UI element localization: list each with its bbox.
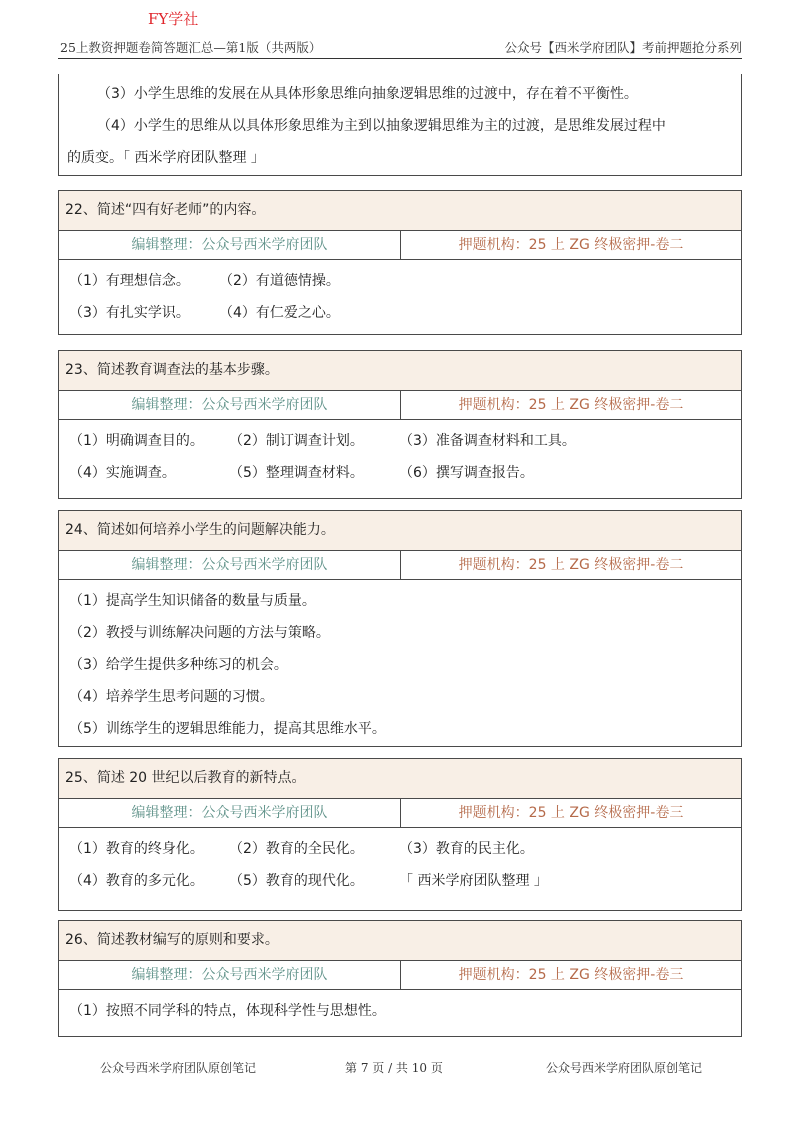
answer-item: （2）有道德情操。: [219, 273, 340, 289]
answer-item: （1）有理想信念。: [69, 273, 190, 289]
question-block-24: [58, 510, 742, 747]
source-label: 押题机构：25 上 ZG 终极密押-卷三: [458, 805, 684, 821]
question-meta-row: [59, 961, 741, 990]
question-block-22: [58, 190, 742, 335]
source-label: 押题机构：25 上 ZG 终极密押-卷二: [458, 557, 684, 573]
answer-item: （3）教育的民主化。: [399, 841, 534, 857]
answer-area: [59, 580, 741, 746]
continuation-line: （4）小学生的思维从以具体形象思维为主到以抽象逻辑思维为主的过渡，是思维发展过程中: [97, 118, 666, 134]
answer-item: （3）准备调查材料和工具。: [399, 433, 576, 449]
answer-line: [69, 833, 731, 865]
answer-line: （1）按照不同学科的特点，体现科学性与思想性。: [69, 1003, 386, 1019]
answer-line: [69, 425, 731, 457]
question-meta-row: [59, 799, 741, 828]
header-right-text: 公众号【西米学府团队】考前押题抢分系列: [504, 40, 742, 55]
answer-item: （4）有仁爱之心。: [219, 305, 340, 321]
header-left-text: 25上教资押题卷简答题汇总—第1版（共两版）: [60, 40, 322, 55]
answer-line: [69, 865, 731, 897]
source-label: 押题机构：25 上 ZG 终极密押-卷三: [458, 967, 684, 983]
source-label: 押题机构：25 上 ZG 终极密押-卷二: [458, 397, 684, 413]
answer-item: （4）实施调查。: [69, 465, 176, 481]
question-meta-row: [59, 551, 741, 580]
answer-line: （4）培养学生思考问题的习惯。: [69, 689, 274, 705]
question-title: 22、简述“四有好老师”的内容。: [59, 191, 741, 231]
editor-label: 编辑整理：公众号西米学府团队: [59, 961, 401, 989]
question-title: 25、简述 20 世纪以后教育的新特点。: [59, 759, 741, 799]
editor-label: 编辑整理：公众号西米学府团队: [59, 551, 401, 579]
answer-line: （5）训练学生的逻辑思维能力，提高其思维水平。: [69, 721, 386, 737]
editor-label: 编辑整理：公众号西米学府团队: [59, 231, 401, 259]
editor-label: 编辑整理：公众号西米学府团队: [59, 391, 401, 419]
source-label: 押题机构：25 上 ZG 终极密押-卷二: [458, 237, 684, 253]
question-title: 26、简述教材编写的原则和要求。: [59, 921, 741, 961]
page-header: [58, 34, 742, 59]
answer-line: [69, 457, 731, 489]
continuation-line: 的质变。「 西米学府团队整理 」: [67, 150, 265, 166]
question-meta-row: [59, 231, 741, 260]
question-title: 23、简述教育调查法的基本步骤。: [59, 351, 741, 391]
footer-left-text: 公众号西米学府团队原创笔记: [100, 1061, 257, 1075]
answer-item: 「 西米学府团队整理 」: [399, 873, 548, 889]
editor-label: 编辑整理：公众号西米学府团队: [59, 799, 401, 827]
answer-item: （2）制订调查计划。: [229, 433, 364, 449]
question-block-26: [58, 920, 742, 1037]
question-meta-row: [59, 391, 741, 420]
answer-item: （6）撰写调查报告。: [399, 465, 534, 481]
answer-area: [59, 420, 741, 498]
answer-item: （1）教育的终身化。: [69, 841, 204, 857]
answer-item: （5）教育的现代化。: [229, 873, 364, 889]
continuation-answer-block: [58, 74, 742, 176]
question-block-25: [58, 758, 742, 911]
answer-line: [69, 265, 731, 297]
question-title: 24、简述如何培养小学生的问题解决能力。: [59, 511, 741, 551]
answer-item: （2）教育的全民化。: [229, 841, 364, 857]
answer-item: （4）教育的多元化。: [69, 873, 204, 889]
answer-area: [59, 828, 741, 910]
answer-area: [59, 990, 741, 1036]
footer-right-text: 公众号西米学府团队原创笔记: [546, 1061, 703, 1075]
answer-line: （2）教授与训练解决问题的方法与策略。: [69, 625, 330, 641]
watermark-logo: FY学社: [148, 10, 199, 28]
page-number: 第 7 页 / 共 10 页: [345, 1061, 443, 1075]
answer-area: [59, 260, 741, 334]
answer-item: （5）整理调查材料。: [229, 465, 364, 481]
answer-line: （1）提高学生知识储备的数量与质量。: [69, 593, 316, 609]
answer-item: （3）有扎实学识。: [69, 305, 190, 321]
question-block-23: [58, 350, 742, 499]
answer-line: [69, 297, 731, 329]
answer-item: （1）明确调查目的。: [69, 433, 204, 449]
answer-line: （3）给学生提供多种练习的机会。: [69, 657, 288, 673]
continuation-line: （3）小学生思维的发展在从具体形象思维向抽象逻辑思维的过渡中，存在着不平衡性。: [97, 86, 638, 102]
